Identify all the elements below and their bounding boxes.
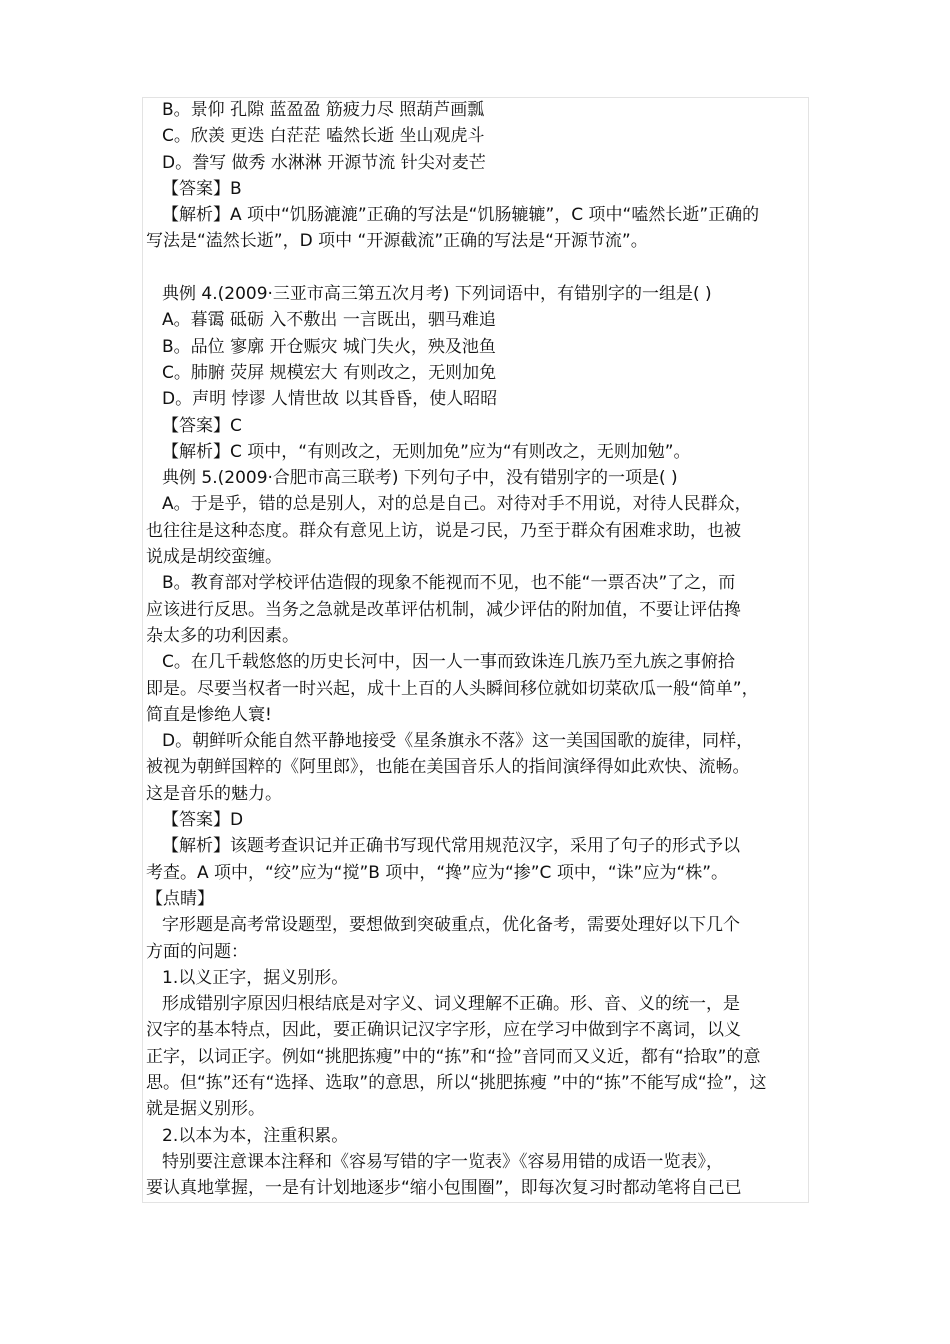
- text-line: 应该进行反思。当务之急就是改革评估机制，减少评估的附加值，不要让评估搀: [146, 599, 741, 620]
- text-line: 【答案】D: [162, 810, 244, 831]
- text-line: 汉字的基本特点，因此，要正确识记汉字字形，应在学习中做到字不离词，以义: [146, 1020, 741, 1041]
- text-line: 写法是“溘然长逝”，D 项中 “开源截流”正确的写法是“开源节流”。: [146, 231, 648, 252]
- text-line: 方面的问题：: [146, 941, 248, 962]
- text-line: A。于是乎，错的总是别人，对的总是自己。对待对手不用说，对待人民群众，: [162, 494, 752, 515]
- text-line: D。朝鲜听众能自然平静地接受《星条旗永不落》这一美国国歌的旋律，同样，: [162, 731, 754, 752]
- text-line: 2.以本为本，注重积累。: [162, 1125, 349, 1146]
- text-line: 也往往是这种态度。群众有意见上访，说是刁民，乃至于群众有困难求助，也被: [146, 520, 741, 541]
- text-line: 1.以义正字，据义别形。: [162, 967, 349, 988]
- text-line: 杂太多的功利因素。: [146, 625, 299, 646]
- text-line: 【答案】C: [162, 415, 242, 436]
- text-line: 被视为朝鲜国粹的《阿里郎》，也能在美国音乐人的指间演绎得如此欢快、流畅。: [146, 757, 750, 778]
- text-line: 【解析】A 项中“饥肠漉漉”正确的写法是“饥肠辘辘”，C 项中“嗑然长逝”正确的: [162, 205, 760, 226]
- text-line: C。肺腑 荧屏 规模宏大 有则改之，无则加免: [162, 362, 497, 383]
- text-line: 即是。尽要当权者一时兴起，成十上百的人头瞬间移位就如切菜砍瓜一般“简单”，: [146, 678, 759, 699]
- text-line: D。誊写 做秀 水淋淋 开源节流 针尖对麦芒: [162, 152, 486, 173]
- blank-line: [142, 255, 809, 281]
- text-line: 思。但“拣”还有“选择、选取”的意思，所以“挑肥拣瘦 ”中的“拣”不能写成“捡”，这: [146, 1072, 767, 1093]
- text-line: 【解析】C 项中，“有则改之，无则加免”应为“有则改之，无则加勉”。: [162, 441, 691, 462]
- text-line: 【答案】B: [162, 178, 242, 199]
- text-line: C。在几千载悠悠的历史长河中，因一人一事而致诛连几族乃至九族之事俯拾: [162, 652, 735, 673]
- text-line: 典例 4.(2009·三亚市高三第五次月考) 下列词语中，有错别字的一组是( ): [162, 284, 712, 305]
- text-line: 【点睛】: [146, 888, 214, 909]
- text-line: 特别要注意课本注释和《容易写错的字一览表》《容易用错的成语一览表》，: [162, 1151, 723, 1172]
- text-line: 要认真地掌握，一是有计划地逐步“缩小包围圈”，即每次复习时都动笔将自己已: [146, 1178, 742, 1199]
- text-line: 简直是惨绝人寰!: [146, 704, 272, 725]
- text-line: 字形题是高考常设题型，要想做到突破重点，优化备考，需要处理好以下几个: [162, 915, 740, 936]
- text-line: B。景仰 孔隙 蓝盈盈 筋疲力尽 照葫芦画瓢: [162, 100, 485, 120]
- text-line: B。教育部对学校评估造假的现象不能视而不见，也不能“一票否决”了之，而: [162, 573, 736, 594]
- text-line: 正字，以词正字。例如“挑肥拣瘦”中的“拣”和“捡”音同而又义近，都有“拾取”的意: [146, 1046, 761, 1067]
- text-line: A。暮霭 砥砺 入不敷出 一言既出，驷马难追: [162, 310, 496, 331]
- text-line: 典例 5.(2009·合肥市高三联考) 下列句子中，没有错别字的一项是( ): [162, 468, 678, 489]
- text-line: B。品位 寥廓 开仓赈灾 城门失火，殃及池鱼: [162, 336, 496, 357]
- text-line: 【解析】该题考查识记并正确书写现代常用规范汉字，采用了句子的形式予以: [162, 836, 740, 857]
- document-body: [142, 97, 809, 1201]
- text-line: 考查。A 项中，“绞”应为“搅”B 项中，“搀”应为“掺”C 项中，“诛”应为“株”。: [146, 862, 729, 883]
- text-line: 就是据义别形。: [146, 1099, 265, 1120]
- text-line: C。欣羡 更迭 白茫茫 嗑然长逝 坐山观虎斗: [162, 126, 485, 147]
- text-line: 这是音乐的魅力。: [146, 783, 282, 804]
- text-line: 说成是胡绞蛮缠。: [146, 547, 282, 568]
- text-line: 形成错别字原因归根结底是对字义、词义理解不正确。形、音、义的统一，是: [162, 994, 740, 1015]
- text-line: D。声明 悖谬 人情世故 以其昏昏，使人昭昭: [162, 389, 498, 410]
